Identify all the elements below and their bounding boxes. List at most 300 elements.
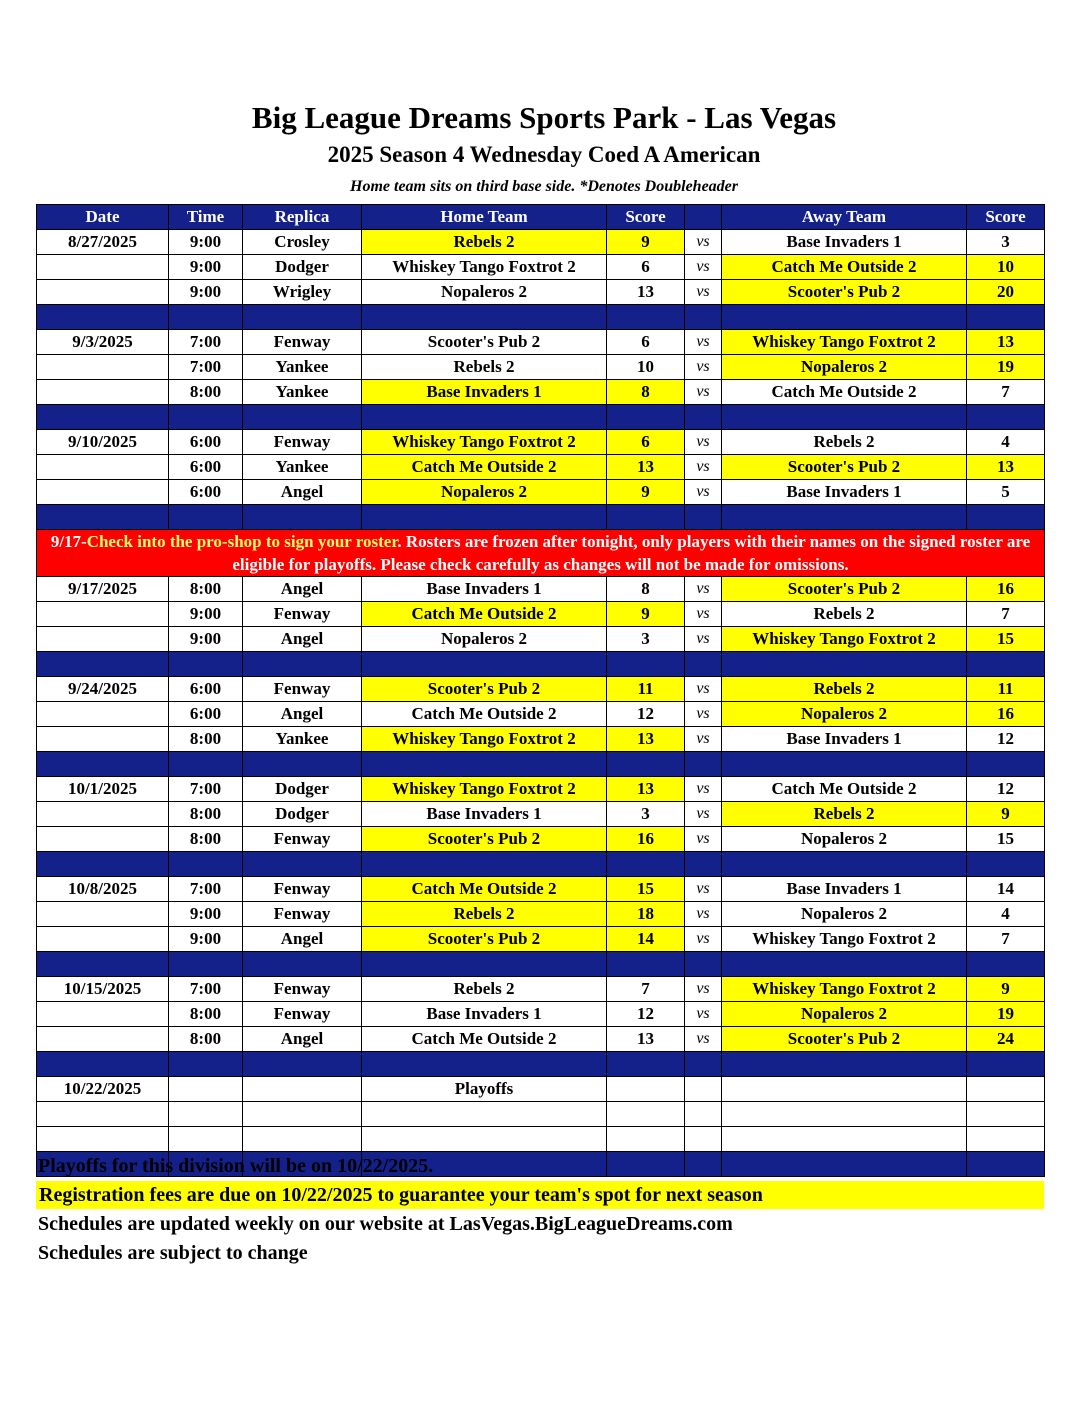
cell-away-score: 16	[967, 702, 1045, 727]
cell-date: 10/8/2025	[37, 877, 169, 902]
cell-vs: vs	[685, 330, 722, 355]
cell-home-team: Catch Me Outside 2	[362, 455, 607, 480]
cell-replica: Angel	[243, 927, 362, 952]
separator-cell	[37, 952, 169, 977]
cell-vs: vs	[685, 355, 722, 380]
cell-replica: Crosley	[243, 230, 362, 255]
cell-away-score: 3	[967, 230, 1045, 255]
cell-away-score: 7	[967, 380, 1045, 405]
col-header-time: Time	[169, 205, 243, 230]
separator-row	[37, 652, 1045, 677]
game-row	[37, 727, 1045, 752]
separator-cell	[722, 652, 967, 677]
cell-replica: Yankee	[243, 727, 362, 752]
cell-home-team: Scooter's Pub 2	[362, 677, 607, 702]
separator-cell	[967, 505, 1045, 530]
cell-home-score: 9	[607, 230, 685, 255]
cell-home-score: 11	[607, 677, 685, 702]
cell-vs	[685, 1102, 722, 1127]
cell-replica: Angel	[243, 577, 362, 602]
cell-time: 7:00	[169, 877, 243, 902]
cell-home-score: 9	[607, 480, 685, 505]
cell-away-team	[722, 1077, 967, 1102]
cell-date: 9/24/2025	[37, 677, 169, 702]
col-header-vs	[685, 205, 722, 230]
cell-vs: vs	[685, 877, 722, 902]
cell-away-team: Scooter's Pub 2	[722, 280, 967, 305]
col-header-away-team: Away Team	[722, 205, 967, 230]
cell-away-team: Base Invaders 1	[722, 727, 967, 752]
cell-away-team: Rebels 2	[722, 802, 967, 827]
cell-away-score: 7	[967, 927, 1045, 952]
separator-cell	[685, 1052, 722, 1077]
cell-replica: Yankee	[243, 355, 362, 380]
page-subtitle: 2025 Season 4 Wednesday Coed A American	[327, 142, 761, 167]
separator-cell	[967, 852, 1045, 877]
game-row	[37, 1002, 1045, 1027]
cell-time: 7:00	[169, 330, 243, 355]
cell-vs: vs	[685, 702, 722, 727]
separator-cell	[243, 652, 362, 677]
cell-date	[37, 1102, 169, 1127]
cell-away-team	[722, 1102, 967, 1127]
cell-away-team: Rebels 2	[722, 602, 967, 627]
cell-date	[37, 1127, 169, 1152]
cell-home-team: Nopaleros 2	[362, 480, 607, 505]
schedule-body	[37, 230, 1045, 1177]
separator-cell	[722, 305, 967, 330]
separator-cell	[607, 852, 685, 877]
cell-time: 7:00	[169, 355, 243, 380]
cell-home-team: Playoffs	[362, 1077, 607, 1102]
separator-cell	[607, 1152, 685, 1177]
cell-vs	[685, 1127, 722, 1152]
notice-highlight: Check into the pro-shop to sign your roster	[86, 532, 398, 551]
game-row	[37, 927, 1045, 952]
game-row	[37, 877, 1045, 902]
page-title: Big League Dreams Sports Park - Las Vegas	[251, 100, 837, 135]
separator-cell	[607, 652, 685, 677]
cell-away-team: Base Invaders 1	[722, 877, 967, 902]
cell-home-score: 18	[607, 902, 685, 927]
cell-vs: vs	[685, 927, 722, 952]
cell-home-team: Scooter's Pub 2	[362, 927, 607, 952]
cell-away-team: Scooter's Pub 2	[722, 455, 967, 480]
cell-away-score: 24	[967, 1027, 1045, 1052]
cell-away-score: 5	[967, 480, 1045, 505]
separator-cell	[169, 305, 243, 330]
cell-vs: vs	[685, 602, 722, 627]
cell-away-team: Whiskey Tango Foxtrot 2	[722, 977, 967, 1002]
cell-time: 6:00	[169, 702, 243, 727]
col-header-date: Date	[37, 205, 169, 230]
separator-cell	[37, 1052, 169, 1077]
separator-cell	[243, 1052, 362, 1077]
cell-date	[37, 627, 169, 652]
cell-home-team: Whiskey Tango Foxtrot 2	[362, 727, 607, 752]
cell-date: 10/15/2025	[37, 977, 169, 1002]
cell-replica: Yankee	[243, 380, 362, 405]
cell-away-score: 11	[967, 677, 1045, 702]
cell-time	[169, 1077, 243, 1102]
separator-cell	[685, 852, 722, 877]
game-row	[37, 602, 1045, 627]
cell-home-score: 8	[607, 577, 685, 602]
separator-cell	[685, 752, 722, 777]
separator-cell	[169, 505, 243, 530]
cell-home-score: 13	[607, 280, 685, 305]
cell-home-score: 12	[607, 702, 685, 727]
separator-cell	[37, 305, 169, 330]
table-header-row	[37, 205, 1045, 230]
cell-home-score: 10	[607, 355, 685, 380]
cell-away-score: 13	[967, 330, 1045, 355]
cell-date: 10/22/2025	[37, 1077, 169, 1102]
cell-away-score: 12	[967, 777, 1045, 802]
col-header-home-score: Score	[607, 205, 685, 230]
cell-time: 9:00	[169, 280, 243, 305]
cell-home-team: Whiskey Tango Foxtrot 2	[362, 777, 607, 802]
footer-website-note: Schedules are updated weekly on our website at LasVegas.BigLeagueDreams.com	[38, 1213, 733, 1235]
cell-time: 6:00	[169, 430, 243, 455]
cell-away-team: Whiskey Tango Foxtrot 2	[722, 330, 967, 355]
cell-away-team: Scooter's Pub 2	[722, 577, 967, 602]
separator-cell	[967, 752, 1045, 777]
separator-cell	[243, 305, 362, 330]
game-row	[37, 577, 1045, 602]
cell-away-score: 13	[967, 455, 1045, 480]
cell-home-score: 12	[607, 1002, 685, 1027]
cell-home-score	[607, 1077, 685, 1102]
cell-replica: Fenway	[243, 877, 362, 902]
cell-home-team: Scooter's Pub 2	[362, 827, 607, 852]
cell-replica	[243, 1102, 362, 1127]
cell-date	[37, 355, 169, 380]
cell-vs: vs	[685, 430, 722, 455]
separator-cell	[607, 752, 685, 777]
cell-home-score: 13	[607, 1027, 685, 1052]
separator-cell	[37, 652, 169, 677]
cell-date: 9/10/2025	[37, 430, 169, 455]
cell-date	[37, 380, 169, 405]
separator-cell	[607, 405, 685, 430]
cell-home-team: Rebels 2	[362, 230, 607, 255]
cell-away-score: 4	[967, 902, 1045, 927]
separator-cell	[967, 405, 1045, 430]
cell-home-score: 6	[607, 255, 685, 280]
cell-home-score	[607, 1102, 685, 1127]
cell-time: 9:00	[169, 627, 243, 652]
cell-time: 8:00	[169, 1002, 243, 1027]
col-header-away-score: Score	[967, 205, 1045, 230]
cell-time: 8:00	[169, 802, 243, 827]
separator-cell	[362, 852, 607, 877]
separator-cell	[362, 752, 607, 777]
game-row	[37, 1077, 1045, 1102]
cell-away-team: Scooter's Pub 2	[722, 1027, 967, 1052]
cell-away-score: 15	[967, 827, 1045, 852]
cell-time: 8:00	[169, 380, 243, 405]
col-header-home-team: Home Team	[362, 205, 607, 230]
cell-vs: vs	[685, 577, 722, 602]
separator-row	[37, 752, 1045, 777]
cell-away-team: Nopaleros 2	[722, 702, 967, 727]
cell-home-score: 13	[607, 777, 685, 802]
separator-cell	[37, 752, 169, 777]
cell-replica: Fenway	[243, 902, 362, 927]
separator-cell	[685, 405, 722, 430]
cell-time: 8:00	[169, 727, 243, 752]
cell-home-score: 7	[607, 977, 685, 1002]
cell-time: 8:00	[169, 1027, 243, 1052]
cell-away-score: 9	[967, 802, 1045, 827]
cell-home-score: 13	[607, 727, 685, 752]
cell-time: 7:00	[169, 977, 243, 1002]
separator-row	[37, 405, 1045, 430]
separator-cell	[967, 1052, 1045, 1077]
cell-away-team: Base Invaders 1	[722, 230, 967, 255]
separator-cell	[169, 952, 243, 977]
game-row	[37, 702, 1045, 727]
cell-replica: Dodger	[243, 802, 362, 827]
footer-playoffs-note: Playoffs for this division will be on 10/22/2025.	[38, 1155, 434, 1177]
cell-home-team: Base Invaders 1	[362, 380, 607, 405]
cell-date	[37, 1002, 169, 1027]
separator-row	[37, 505, 1045, 530]
separator-cell	[967, 1152, 1045, 1177]
game-row	[37, 330, 1045, 355]
cell-home-score: 3	[607, 802, 685, 827]
cell-home-team	[362, 1127, 607, 1152]
cell-replica	[243, 1077, 362, 1102]
cell-away-score	[967, 1127, 1045, 1152]
cell-home-score: 13	[607, 455, 685, 480]
separator-cell	[722, 505, 967, 530]
cell-vs: vs	[685, 802, 722, 827]
cell-replica: Fenway	[243, 827, 362, 852]
cell-home-team: Catch Me Outside 2	[362, 702, 607, 727]
cell-home-score: 6	[607, 330, 685, 355]
cell-date	[37, 802, 169, 827]
cell-date	[37, 827, 169, 852]
cell-home-score: 15	[607, 877, 685, 902]
game-row	[37, 827, 1045, 852]
game-row	[37, 455, 1045, 480]
cell-away-team: Catch Me Outside 2	[722, 777, 967, 802]
separator-cell	[607, 1052, 685, 1077]
separator-cell	[362, 305, 607, 330]
cell-home-team: Rebels 2	[362, 977, 607, 1002]
cell-date	[37, 1027, 169, 1052]
separator-cell	[362, 1052, 607, 1077]
cell-time: 7:00	[169, 777, 243, 802]
cell-home-score: 14	[607, 927, 685, 952]
cell-date	[37, 280, 169, 305]
cell-date	[37, 702, 169, 727]
separator-cell	[967, 305, 1045, 330]
game-row	[37, 355, 1045, 380]
cell-vs: vs	[685, 230, 722, 255]
cell-replica: Fenway	[243, 330, 362, 355]
separator-cell	[685, 1152, 722, 1177]
notice-text: . Rosters are frozen after tonight, only players with their names on the signed roster are eligible for playoffs. Please check carefully as changes will not be made for omissions.	[232, 532, 1031, 574]
cell-away-team: Whiskey Tango Foxtrot 2	[722, 927, 967, 952]
separator-cell	[362, 505, 607, 530]
cell-replica: Fenway	[243, 977, 362, 1002]
cell-time: 6:00	[169, 480, 243, 505]
game-row	[37, 380, 1045, 405]
cell-time: 8:00	[169, 827, 243, 852]
separator-cell	[607, 505, 685, 530]
cell-home-score: 9	[607, 602, 685, 627]
cell-home-score	[607, 1127, 685, 1152]
separator-cell	[722, 952, 967, 977]
cell-away-score: 14	[967, 877, 1045, 902]
separator-cell	[362, 652, 607, 677]
cell-home-score: 3	[607, 627, 685, 652]
footer-change-note: Schedules are subject to change	[38, 1242, 308, 1264]
cell-away-team: Rebels 2	[722, 677, 967, 702]
separator-cell	[685, 652, 722, 677]
cell-date: 10/1/2025	[37, 777, 169, 802]
roster-notice-row	[37, 530, 1045, 577]
game-row	[37, 627, 1045, 652]
cell-away-team	[722, 1127, 967, 1152]
cell-time: 9:00	[169, 902, 243, 927]
cell-home-team: Base Invaders 1	[362, 1002, 607, 1027]
cell-time: 6:00	[169, 677, 243, 702]
separator-cell	[722, 752, 967, 777]
game-row	[37, 1027, 1045, 1052]
game-row	[37, 255, 1045, 280]
separator-cell	[243, 405, 362, 430]
cell-home-team: Whiskey Tango Foxtrot 2	[362, 430, 607, 455]
cell-away-team: Catch Me Outside 2	[722, 380, 967, 405]
notice-date: 9/17-	[50, 532, 87, 551]
separator-row	[37, 305, 1045, 330]
cell-home-score: 6	[607, 430, 685, 455]
cell-vs: vs	[685, 902, 722, 927]
cell-home-team: Catch Me Outside 2	[362, 602, 607, 627]
separator-cell	[967, 652, 1045, 677]
cell-away-score: 19	[967, 1002, 1045, 1027]
game-row	[37, 902, 1045, 927]
cell-away-score: 20	[967, 280, 1045, 305]
cell-vs: vs	[685, 677, 722, 702]
cell-replica: Yankee	[243, 455, 362, 480]
cell-vs: vs	[685, 1027, 722, 1052]
separator-cell	[967, 952, 1045, 977]
cell-away-score: 15	[967, 627, 1045, 652]
roster-notice	[37, 530, 1045, 577]
game-row	[37, 977, 1045, 1002]
cell-home-team: Catch Me Outside 2	[362, 877, 607, 902]
cell-vs	[685, 1077, 722, 1102]
cell-time: 9:00	[169, 255, 243, 280]
cell-replica: Angel	[243, 627, 362, 652]
separator-cell	[37, 505, 169, 530]
separator-cell	[722, 1052, 967, 1077]
cell-away-team: Rebels 2	[722, 430, 967, 455]
separator-cell	[37, 405, 169, 430]
cell-time: 9:00	[169, 230, 243, 255]
cell-time: 8:00	[169, 577, 243, 602]
cell-away-score: 10	[967, 255, 1045, 280]
cell-away-score: 4	[967, 430, 1045, 455]
schedule-note: Home team sits on third base side. *Denotes Doubleheader	[350, 178, 738, 195]
game-row	[37, 480, 1045, 505]
game-row	[37, 280, 1045, 305]
cell-home-team: Rebels 2	[362, 902, 607, 927]
cell-vs: vs	[685, 727, 722, 752]
game-row	[37, 1102, 1045, 1127]
cell-time: 9:00	[169, 602, 243, 627]
separator-cell	[722, 852, 967, 877]
cell-away-score: 7	[967, 602, 1045, 627]
cell-date	[37, 902, 169, 927]
footer-registration-note: Registration fees are due on 10/22/2025 to guarantee your team's spot for next season	[36, 1181, 1044, 1209]
cell-away-team: Base Invaders 1	[722, 480, 967, 505]
cell-away-score: 12	[967, 727, 1045, 752]
cell-away-team: Nopaleros 2	[722, 827, 967, 852]
cell-replica: Wrigley	[243, 280, 362, 305]
col-header-replica: Replica	[243, 205, 362, 230]
cell-replica: Angel	[243, 1027, 362, 1052]
cell-date	[37, 602, 169, 627]
cell-home-score: 8	[607, 380, 685, 405]
cell-home-team: Base Invaders 1	[362, 577, 607, 602]
game-row	[37, 230, 1045, 255]
cell-vs: vs	[685, 977, 722, 1002]
separator-cell	[685, 952, 722, 977]
cell-home-team: Catch Me Outside 2	[362, 1027, 607, 1052]
cell-replica	[243, 1127, 362, 1152]
separator-cell	[169, 852, 243, 877]
cell-replica: Angel	[243, 702, 362, 727]
cell-date: 8/27/2025	[37, 230, 169, 255]
cell-vs: vs	[685, 455, 722, 480]
cell-time	[169, 1127, 243, 1152]
cell-away-team: Nopaleros 2	[722, 902, 967, 927]
cell-vs: vs	[685, 1002, 722, 1027]
cell-date	[37, 727, 169, 752]
game-row	[37, 1127, 1045, 1152]
separator-cell	[243, 952, 362, 977]
cell-away-team: Catch Me Outside 2	[722, 255, 967, 280]
cell-date	[37, 255, 169, 280]
cell-vs: vs	[685, 380, 722, 405]
cell-home-score: 16	[607, 827, 685, 852]
cell-vs: vs	[685, 255, 722, 280]
cell-time: 9:00	[169, 927, 243, 952]
separator-row	[37, 852, 1045, 877]
game-row	[37, 777, 1045, 802]
separator-cell	[169, 752, 243, 777]
cell-replica: Fenway	[243, 430, 362, 455]
cell-date	[37, 480, 169, 505]
cell-home-team: Nopaleros 2	[362, 280, 607, 305]
cell-replica: Dodger	[243, 255, 362, 280]
separator-cell	[169, 1052, 243, 1077]
cell-away-team: Nopaleros 2	[722, 355, 967, 380]
cell-home-team: Scooter's Pub 2	[362, 330, 607, 355]
cell-home-team: Rebels 2	[362, 355, 607, 380]
cell-date: 9/3/2025	[37, 330, 169, 355]
separator-cell	[243, 752, 362, 777]
cell-replica: Dodger	[243, 777, 362, 802]
separator-cell	[722, 1152, 967, 1177]
cell-away-score: 9	[967, 977, 1045, 1002]
